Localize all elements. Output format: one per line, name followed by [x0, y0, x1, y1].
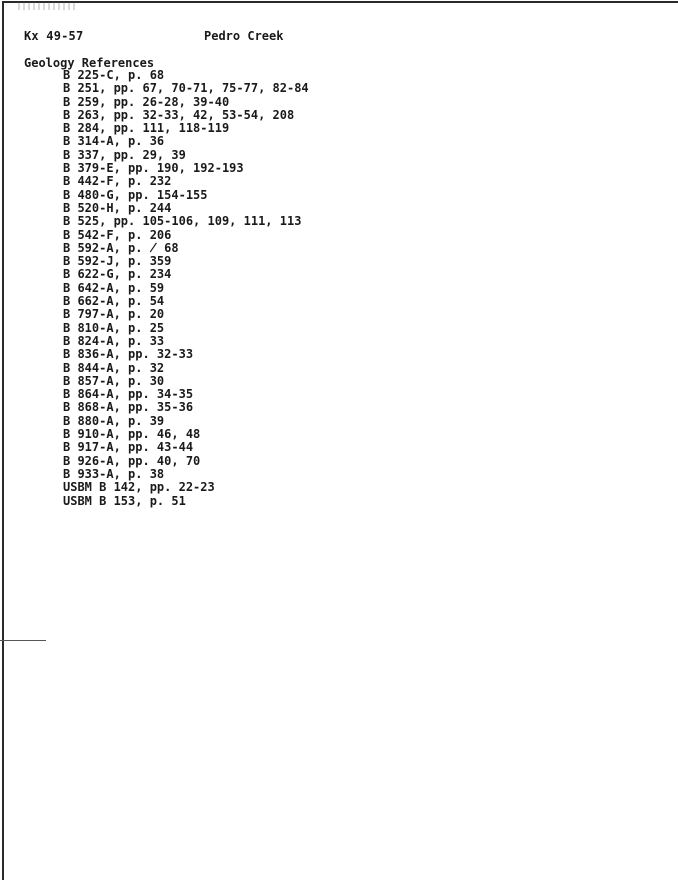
reference-item: B 857-A, p. 30: [63, 373, 165, 388]
reference-item: B 263, pp. 32-33, 42, 53-54, 208: [63, 107, 295, 122]
reference-item: B 797-A, p. 20: [63, 307, 165, 322]
reference-item: B 379-E, pp. 190, 192-193: [63, 161, 244, 176]
reference-item: B 917-A, pp. 43-44: [63, 440, 194, 455]
reference-item: B 868-A, pp. 35-36: [63, 400, 194, 415]
reference-item: B 910-A, pp. 46, 48: [63, 427, 201, 442]
reference-item: B 442-F, p. 232: [63, 174, 172, 189]
reference-item: B 836-A, pp. 32-33: [63, 347, 194, 362]
reference-item: B 314-A, p. 36: [63, 134, 165, 149]
page-border-top: [2, 1, 678, 3]
reference-item: B 284, pp. 111, 118-119: [63, 121, 230, 136]
reference-item: B 225-C, p. 68: [63, 68, 165, 82]
reference-item: USBM B 142, pp. 22-23: [63, 480, 215, 495]
reference-list: [63, 69, 309, 508]
reference-item: B 662-A, p. 54: [63, 294, 165, 309]
reference-item: B 810-A, p. 25: [63, 320, 165, 335]
reference-item: B 642-A, p. 59: [63, 280, 165, 295]
reference-item: B 592-A, p. ̸ 68: [63, 240, 179, 255]
reference-item: B 592-J, p. 359: [63, 254, 172, 269]
reference-item: B 824-A, p. 33: [63, 333, 165, 348]
reference-item: B 864-A, pp. 34-35: [63, 387, 194, 402]
page-border-left: [2, 1, 4, 880]
reference-item: B 525, pp. 105-106, 109, 111, 113: [63, 214, 302, 229]
faint-stamp: [18, 2, 78, 10]
document-id: Kx 49-57: [24, 29, 84, 43]
reference-item: B 880-A, p. 39: [63, 413, 165, 428]
reference-item: USBM B 153, p. 51: [63, 493, 186, 508]
reference-item: B 259, pp. 26-28, 39-40: [63, 94, 230, 109]
margin-mark: [0, 640, 46, 641]
reference-item: B 337, pp. 29, 39: [63, 147, 186, 162]
reference-item: B 520-H, p. 244: [63, 200, 172, 215]
reference-item: B 844-A, p. 32: [63, 360, 165, 375]
reference-item: B 933-A, p. 38: [63, 466, 165, 481]
reference-item: B 622-G, p. 234: [63, 267, 172, 282]
reference-item: B 480-G, pp. 154-155: [63, 187, 208, 202]
reference-item: B 542-F, p. 206: [63, 227, 172, 242]
document-title: Pedro Creek: [204, 29, 284, 43]
section-heading: Geology References: [24, 56, 155, 70]
reference-item: B 251, pp. 67, 70-71, 75-77, 82-84: [63, 81, 309, 96]
reference-item: B 926-A, pp. 40, 70: [63, 453, 201, 468]
